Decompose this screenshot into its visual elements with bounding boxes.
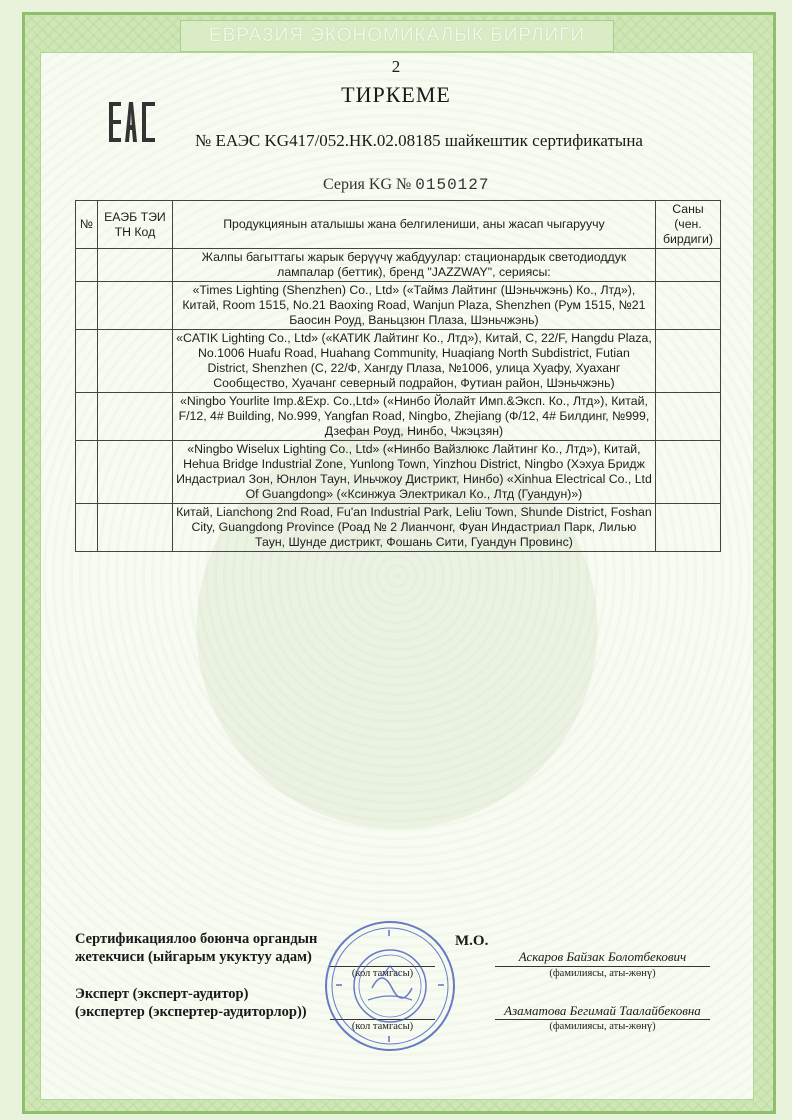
head-name: Аскаров Байзак Болотбекович (518, 949, 687, 964)
serial-number (323, 176, 489, 194)
row-number (76, 393, 98, 441)
table-row (76, 504, 721, 552)
row-description: Жалпы багыттагы жарык берүүчү жабдуулар: стационардык светодиоддук лампалар (беттик), бренд "JAZZWAY", сериясы: (172, 249, 655, 282)
seal-place-label: М.О. (455, 933, 489, 949)
expert-signatory-label: Эксперт (эксперт-аудитор) (экспертер (экспертер-аудиторлор)) (75, 986, 307, 1020)
official-stamp-icon (322, 918, 458, 1054)
table-row (76, 441, 721, 504)
table-row (76, 282, 721, 330)
row-quantity (655, 282, 720, 330)
row-code (97, 393, 172, 441)
row-number (76, 249, 98, 282)
row-code (97, 282, 172, 330)
header-code: ЕАЭБ ТЭИ ТН Код (97, 201, 172, 249)
table-row (76, 393, 721, 441)
row-code (97, 504, 172, 552)
row-quantity (655, 330, 720, 393)
expert-name: Азаматова Бегимай Таалайбековна (504, 1003, 701, 1018)
table-row (76, 249, 721, 282)
union-banner: ЕВРАЗИЯ ЭКОНОМИКАЛЫК БИРЛИГИ (180, 20, 614, 52)
page-number: 2 (391, 57, 401, 76)
header-quantity: Саны (чен. бирдиги) (655, 201, 720, 249)
head-sign-caption: (кол тамгасы) (351, 968, 414, 979)
head-signatory-label: Сертификациялоо боюнча органдын жетекчиси (ыйгарым укуктуу адам) (75, 931, 318, 965)
row-quantity (655, 441, 720, 504)
row-number (76, 282, 98, 330)
expert-name-line (495, 1019, 710, 1020)
row-quantity (655, 249, 720, 282)
serial-label: Серия KG № (323, 176, 412, 193)
row-code (97, 441, 172, 504)
head-name-caption: (фамилиясы, аты-жөнү) (549, 968, 656, 979)
row-description: «Times Lighting (Shenzhen) Co., Ltd» («Таймз Лайтинг (Шэньчжэнь) Ко., Лтд»), Китай, Room 1515, No.21 Baoxing Road, Wanjun Plaza, Shenzhen (Рум 1515, №21 Баосин Роуд, Ваньцзюн Плаза, Шэньчжэнь) (172, 282, 655, 330)
row-quantity (655, 504, 720, 552)
certificate-reference: № ЕАЭС KG417/052.НК.02.08185 шайкештик сертификатына (195, 131, 643, 150)
head-name-line (495, 966, 710, 967)
expert-sign-caption: (кол тамгасы) (351, 1021, 414, 1032)
products-table (75, 200, 721, 552)
table-header-row (76, 201, 721, 249)
eac-logo-icon (108, 100, 158, 144)
row-number (76, 504, 98, 552)
header-number: № (76, 201, 98, 249)
row-description: Китай, Lianchong 2nd Road, Fu'an Industrial Park, Leliu Town, Shunde District, Foshan City, Guangdong Province (Роад № 2 Лианчонг, Фуан Индастриал Парк, Лилью Таун, Шунде дистрикт, Фошань Сити, Гуандун Провинс) (172, 504, 655, 552)
row-number (76, 330, 98, 393)
document-title: ТИРКЕМЕ (341, 82, 451, 107)
row-number (76, 441, 98, 504)
row-code (97, 330, 172, 393)
row-description: «Ningbo Wiselux Lighting Co., Ltd» («Нинбо Вайзлюкс Лайтинг Ко., Лтд»), Китай, Hehua Bridge Industrial Zone, Yunlong Town, Yinzhou District, Ningbo (Хэхуа Бридж Индастриал Зон, Юнлон Таун, Иньчжоу Дистрикт, Нинбо) «Xinhua Electrical Co., Ltd Of Guangdong» («Ксинжуа Электрикал Ко., Лтд (Гуандун)») (172, 441, 655, 504)
row-quantity (655, 393, 720, 441)
row-description: «Ningbo Yourlite Imp.&Exp. Co.,Ltd» («Нинбо Йолайт Имп.&Эксп. Ко., Лтд»), Китай, F/12, 4# Building, No.999, Yangfan Road, Ningbo, Zhejiang (Ф/12, 4# Билдинг, №999, Дзефан Роуд, Нинбо, Чжэцзян) (172, 393, 655, 441)
row-description: «CATIK Lighting Co., Ltd» («КАТИК Лайтинг Ко., Лтд»), Китай, C, 22/F, Hangdu Plaza, No.1006 Huafu Road, Huahang Community, Huaqiang North Subdistrict, Futian District, Shenzhen (C, 22/Ф, Хангду Плаза, №1006, улица Хуафу, Хуаханг Сообщество, Хуачанг северный подрайон, Футиан район, Шэньчжэнь) (172, 330, 655, 393)
header-product: Продукциянын аталышы жана белгилениши, аны жасап чыгаруучу (172, 201, 655, 249)
row-code (97, 249, 172, 282)
serial-value: 0150127 (415, 176, 490, 194)
table-row (76, 330, 721, 393)
expert-name-caption: (фамилиясы, аты-жөнү) (549, 1021, 656, 1032)
